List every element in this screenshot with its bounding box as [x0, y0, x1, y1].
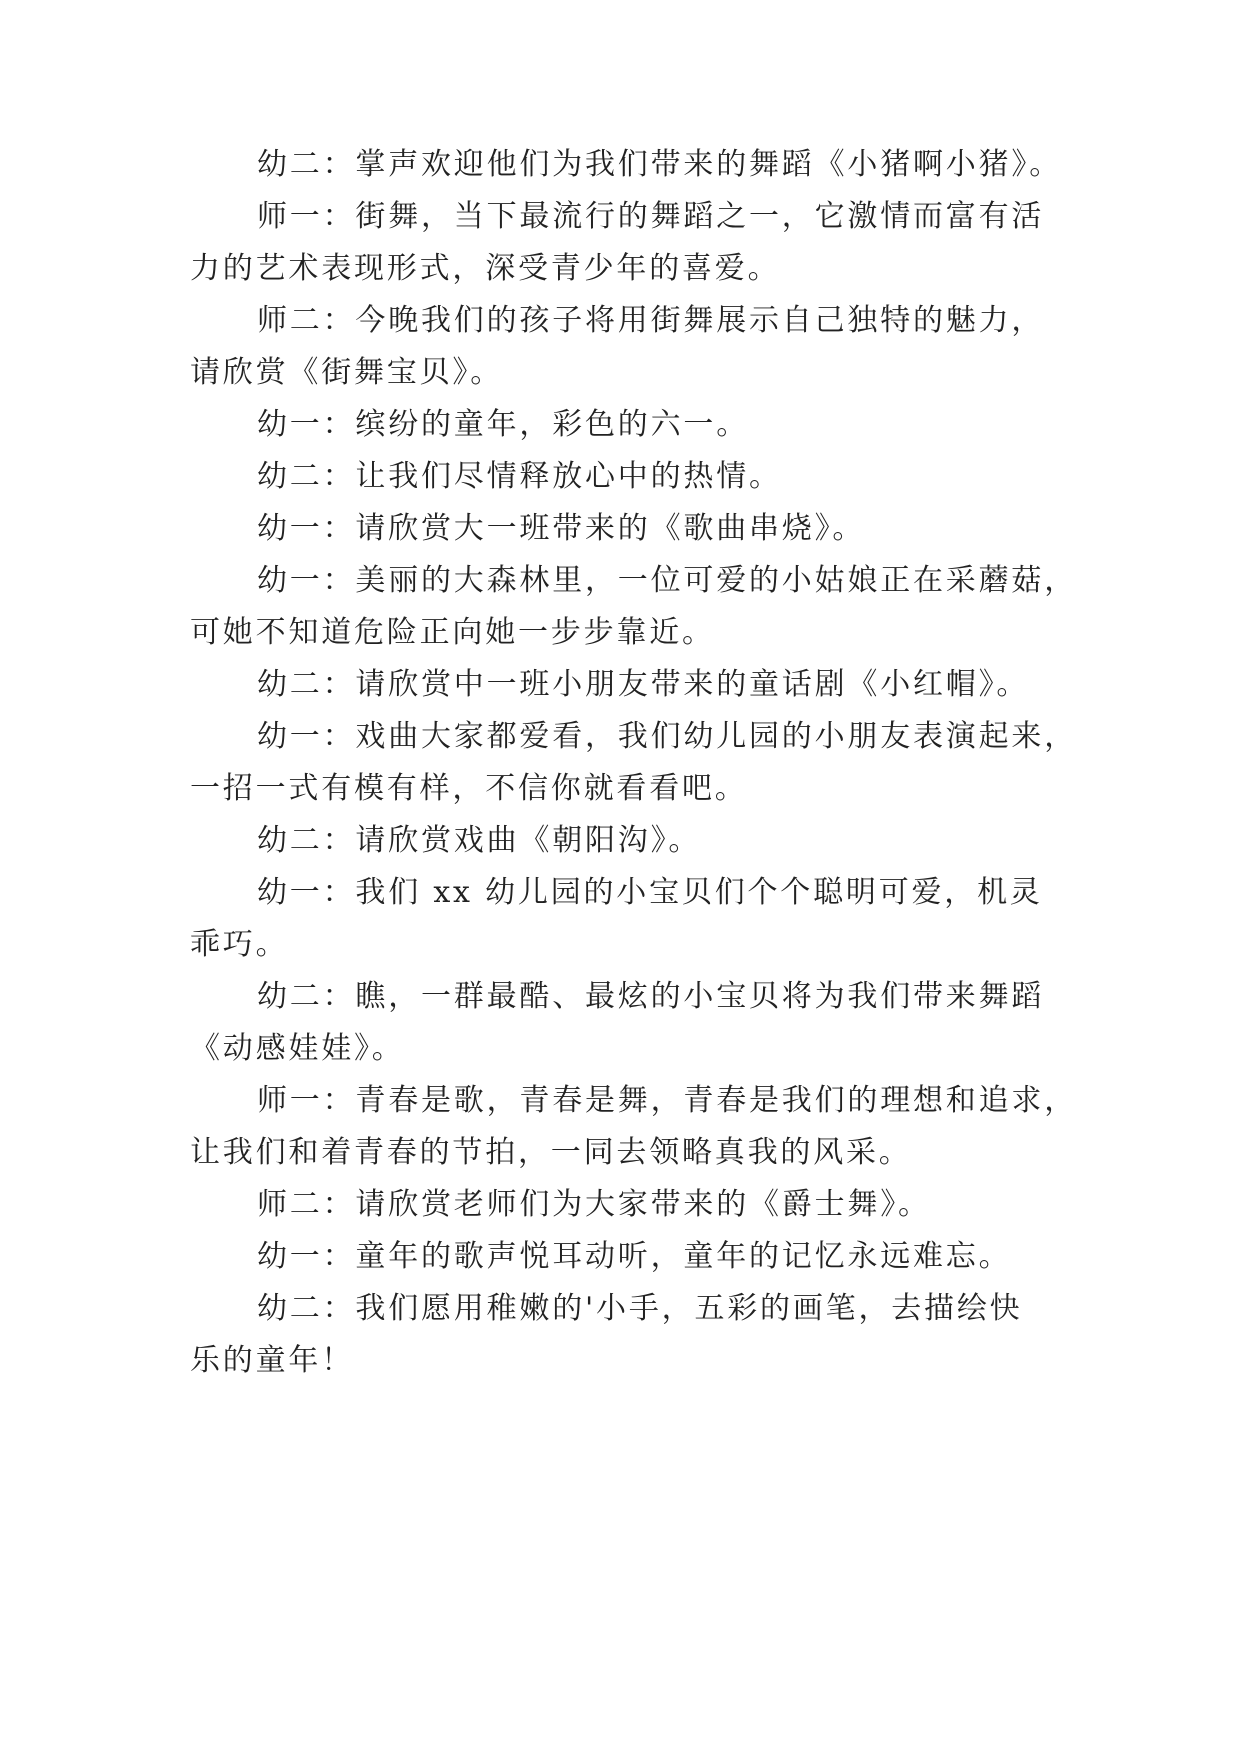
- paragraph: [190, 503, 1090, 555]
- paragraph: [190, 295, 1090, 399]
- paragraph: [190, 971, 1090, 1075]
- paragraph-line: 可她不知道危险正向她一步步靠近。: [190, 615, 715, 650]
- paragraph: [190, 1231, 1090, 1283]
- paragraph: [190, 191, 1090, 295]
- paragraph-line: 《动感娃娃》。: [190, 1031, 405, 1066]
- paragraph-line: 乖巧。: [190, 927, 289, 962]
- paragraph: [190, 1283, 1090, 1387]
- paragraph: [190, 659, 1090, 711]
- paragraph: [190, 451, 1090, 503]
- paragraph-line: 一招一式有模有样，不信你就看看吧。: [190, 771, 748, 806]
- paragraph: [190, 555, 1090, 659]
- paragraph-line: 幼一：请欣赏大一班带来的《歌曲串烧》。: [257, 511, 866, 546]
- paragraph-line: 师一：街舞，当下最流行的舞蹈之一，它激情而富有活: [257, 199, 1045, 234]
- paragraph-line: 力的艺术表现形式，深受青少年的喜爱。: [190, 251, 781, 286]
- paragraph: [190, 399, 1090, 451]
- paragraph: [190, 1075, 1090, 1179]
- paragraph: [190, 1179, 1090, 1231]
- paragraph-line: 幼一：戏曲大家都爱看，我们幼儿园的小朋友表演起来，: [257, 719, 1077, 754]
- paragraph-line: 幼二：掌声欢迎他们为我们带来的舞蹈《小猪啊小猪》。: [257, 147, 1062, 182]
- paragraph: [190, 711, 1090, 815]
- paragraph-line: 幼二：请欣赏戏曲《朝阳沟》。: [257, 823, 702, 858]
- paragraph-line: 幼二：瞧，一群最酷、最炫的小宝贝将为我们带来舞蹈: [257, 979, 1045, 1014]
- paragraph-line: 师二：请欣赏老师们为大家带来的《爵士舞》。: [257, 1187, 931, 1222]
- paragraph-line: 幼一：童年的歌声悦耳动听，童年的记忆永远难忘。: [257, 1239, 1012, 1274]
- paragraph: [190, 867, 1090, 971]
- paragraph-line: 让我们和着青春的节拍，一同去领略真我的风采。: [190, 1135, 912, 1170]
- paragraph-line: 师二：今晚我们的孩子将用街舞展示自己独特的魅力，: [257, 303, 1045, 338]
- paragraph-line: 幼二：让我们尽情释放心中的热情。: [257, 459, 782, 494]
- paragraph-line: 乐的童年！: [190, 1343, 354, 1378]
- paragraph-line: 师一：青春是歌，青春是舞，青春是我们的理想和追求，: [257, 1083, 1077, 1118]
- paragraph-line: 幼二：我们愿用稚嫩的'小手，五彩的画笔，去描绘快: [257, 1291, 1023, 1326]
- paragraph-line: 幼二：请欣赏中一班小朋友带来的童话剧《小红帽》。: [257, 667, 1030, 702]
- paragraph-line: 幼一：我们 xx 幼儿园的小宝贝们个个聪明可爱，机灵: [257, 875, 1043, 910]
- paragraph: [190, 139, 1090, 191]
- paragraph-line: 请欣赏《街舞宝贝》。: [190, 355, 503, 390]
- paragraph: [190, 815, 1090, 867]
- document-body: [190, 139, 1090, 1387]
- paragraph-line: 幼一：缤纷的童年，彩色的六一。: [257, 407, 749, 442]
- paragraph-line: 幼一：美丽的大森林里，一位可爱的小姑娘正在采蘑菇，: [257, 563, 1077, 598]
